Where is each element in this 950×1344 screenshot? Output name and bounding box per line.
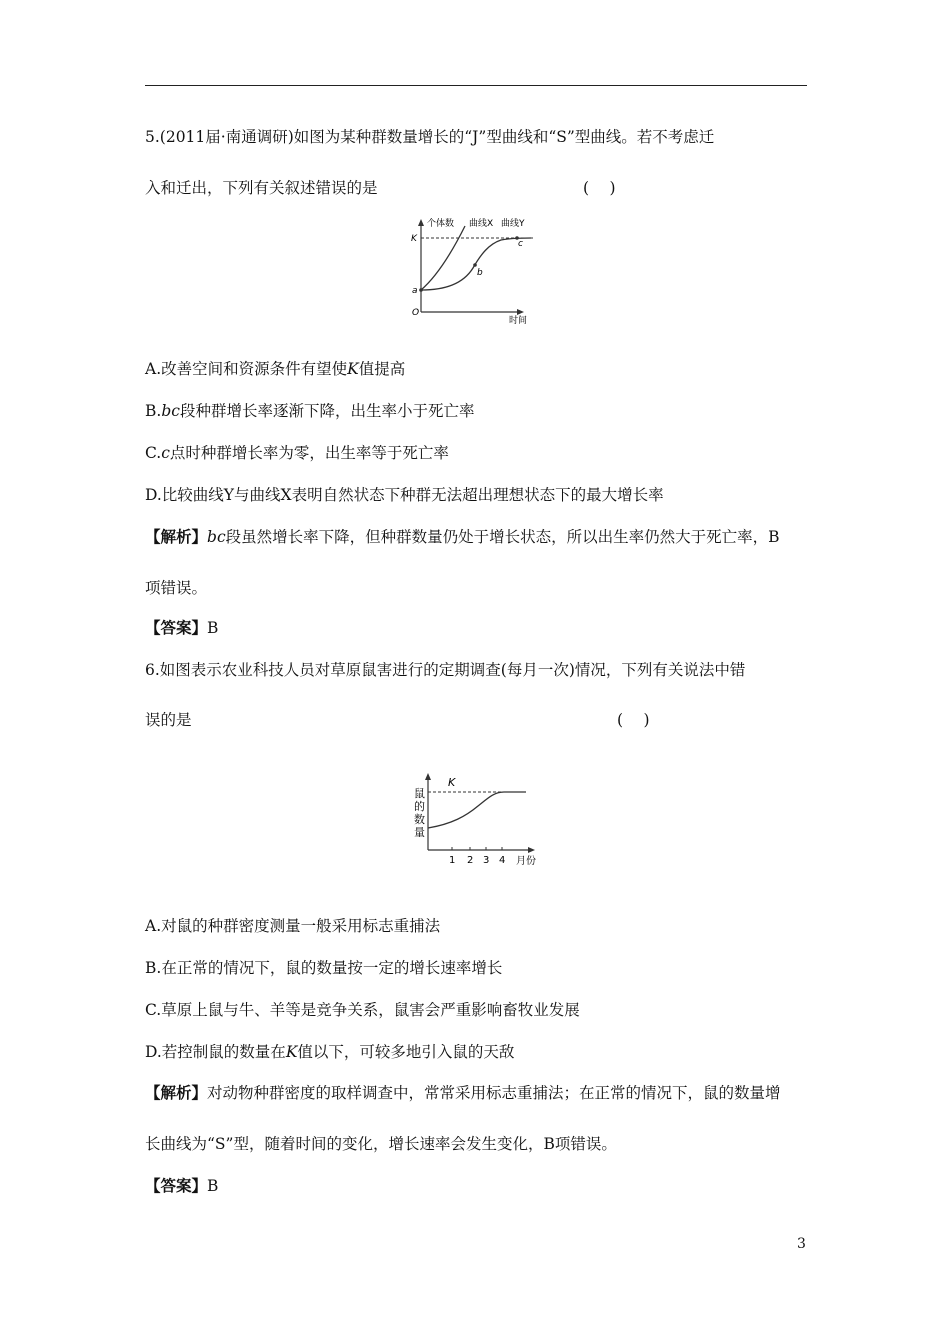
q5-figure	[405, 212, 545, 324]
q6-k-label: K	[448, 776, 456, 789]
q6-ylabel-char-3: 数	[414, 813, 425, 826]
q5-option-c: C.c点时种群增长率为零，出生率等于死亡率	[145, 444, 449, 462]
q5-answer: 【答案】B	[145, 618, 219, 637]
q5-answer-bracket: ( )	[583, 179, 616, 197]
q6-answer: 【答案】B	[145, 1176, 219, 1195]
q5-curve-x-label: 曲线X	[469, 219, 494, 229]
q5-option-d: D.比较曲线Y与曲线X表明自然状态下种群无法超出理想状态下的最大增长率	[145, 486, 664, 504]
q5-label-a: a	[412, 286, 418, 296]
q5-point-a	[419, 288, 423, 292]
q6-option-c: C.草原上鼠与牛、羊等是竞争关系，鼠害会严重影响畜牧业发展	[145, 1001, 580, 1019]
q6-tick-label-1: 1	[449, 855, 456, 866]
q6-stem-line1: 6.如图表示农业科技人员对草原鼠害进行的定期调查(每月一次)情况，下列有关说法中错	[145, 661, 746, 679]
q6-ylabel-char-4: 量	[414, 826, 425, 839]
q6-option-d: D.若控制鼠的数量在K值以下，可较多地引入鼠的天敌	[145, 1043, 515, 1061]
q6-tick-label-3: 3	[483, 855, 490, 866]
q6-ylabel-char-1: 鼠	[414, 787, 425, 800]
q6-stem-line2: 误的是	[145, 711, 192, 729]
q5-stem-line1: 5.(2011届·南通调研)如图为某种群数量增长的“J”型曲线和“S”型曲线。若不考虑迁	[145, 128, 715, 146]
q5-xlabel: 时间	[509, 316, 528, 324]
q5-stem-line2: 入和迁出，下列有关叙述错误的是	[145, 179, 378, 197]
q6-option-a: A.对鼠的种群密度测量一般采用标志重捕法	[145, 917, 441, 935]
q5-option-a: A.改善空间和资源条件有望使K值提高	[145, 360, 406, 378]
header-rule	[145, 85, 807, 86]
q5-k-label: K	[411, 234, 417, 244]
q5-option-b: B.bc段种群增长率逐渐下降，出生率小于死亡率	[145, 402, 475, 420]
q6-xlabel: 月份	[516, 856, 536, 867]
page-number: 3	[797, 1236, 806, 1252]
q5-analysis-line2: 项错误。	[145, 579, 208, 597]
q5-curve-y-label: 曲线Y	[501, 219, 525, 229]
q5-label-b: b	[477, 268, 483, 278]
q5-point-b	[473, 263, 477, 267]
q6-ylabel-char-2: 的	[414, 800, 425, 813]
q5-label-c: c	[518, 239, 523, 249]
q6-analysis-line1: 【解析】对动物种群密度的取样调查中，常常采用标志重捕法；在正常的情况下，鼠的数量增	[145, 1083, 781, 1102]
q5-analysis-line1: 【解析】bc段虽然增长率下降，但种群数量仍处于增长状态，所以出生率仍然大于死亡率，B	[145, 527, 780, 546]
q6-answer-bracket: ( )	[617, 711, 650, 729]
q5-ylabel: 个体数	[427, 219, 455, 229]
q6-option-b: B.在正常的情况下，鼠的数量按一定的增长速率增长	[145, 959, 503, 977]
q5-origin-label: O	[412, 308, 420, 318]
q6-tick-label-2: 2	[467, 855, 474, 866]
q6-analysis-line2: 长曲线为“S”型，随着时间的变化，增长速率会发生变化，B项错误。	[145, 1135, 617, 1153]
q6-tick-label-4: 4	[499, 855, 506, 866]
q6-figure	[404, 770, 554, 870]
